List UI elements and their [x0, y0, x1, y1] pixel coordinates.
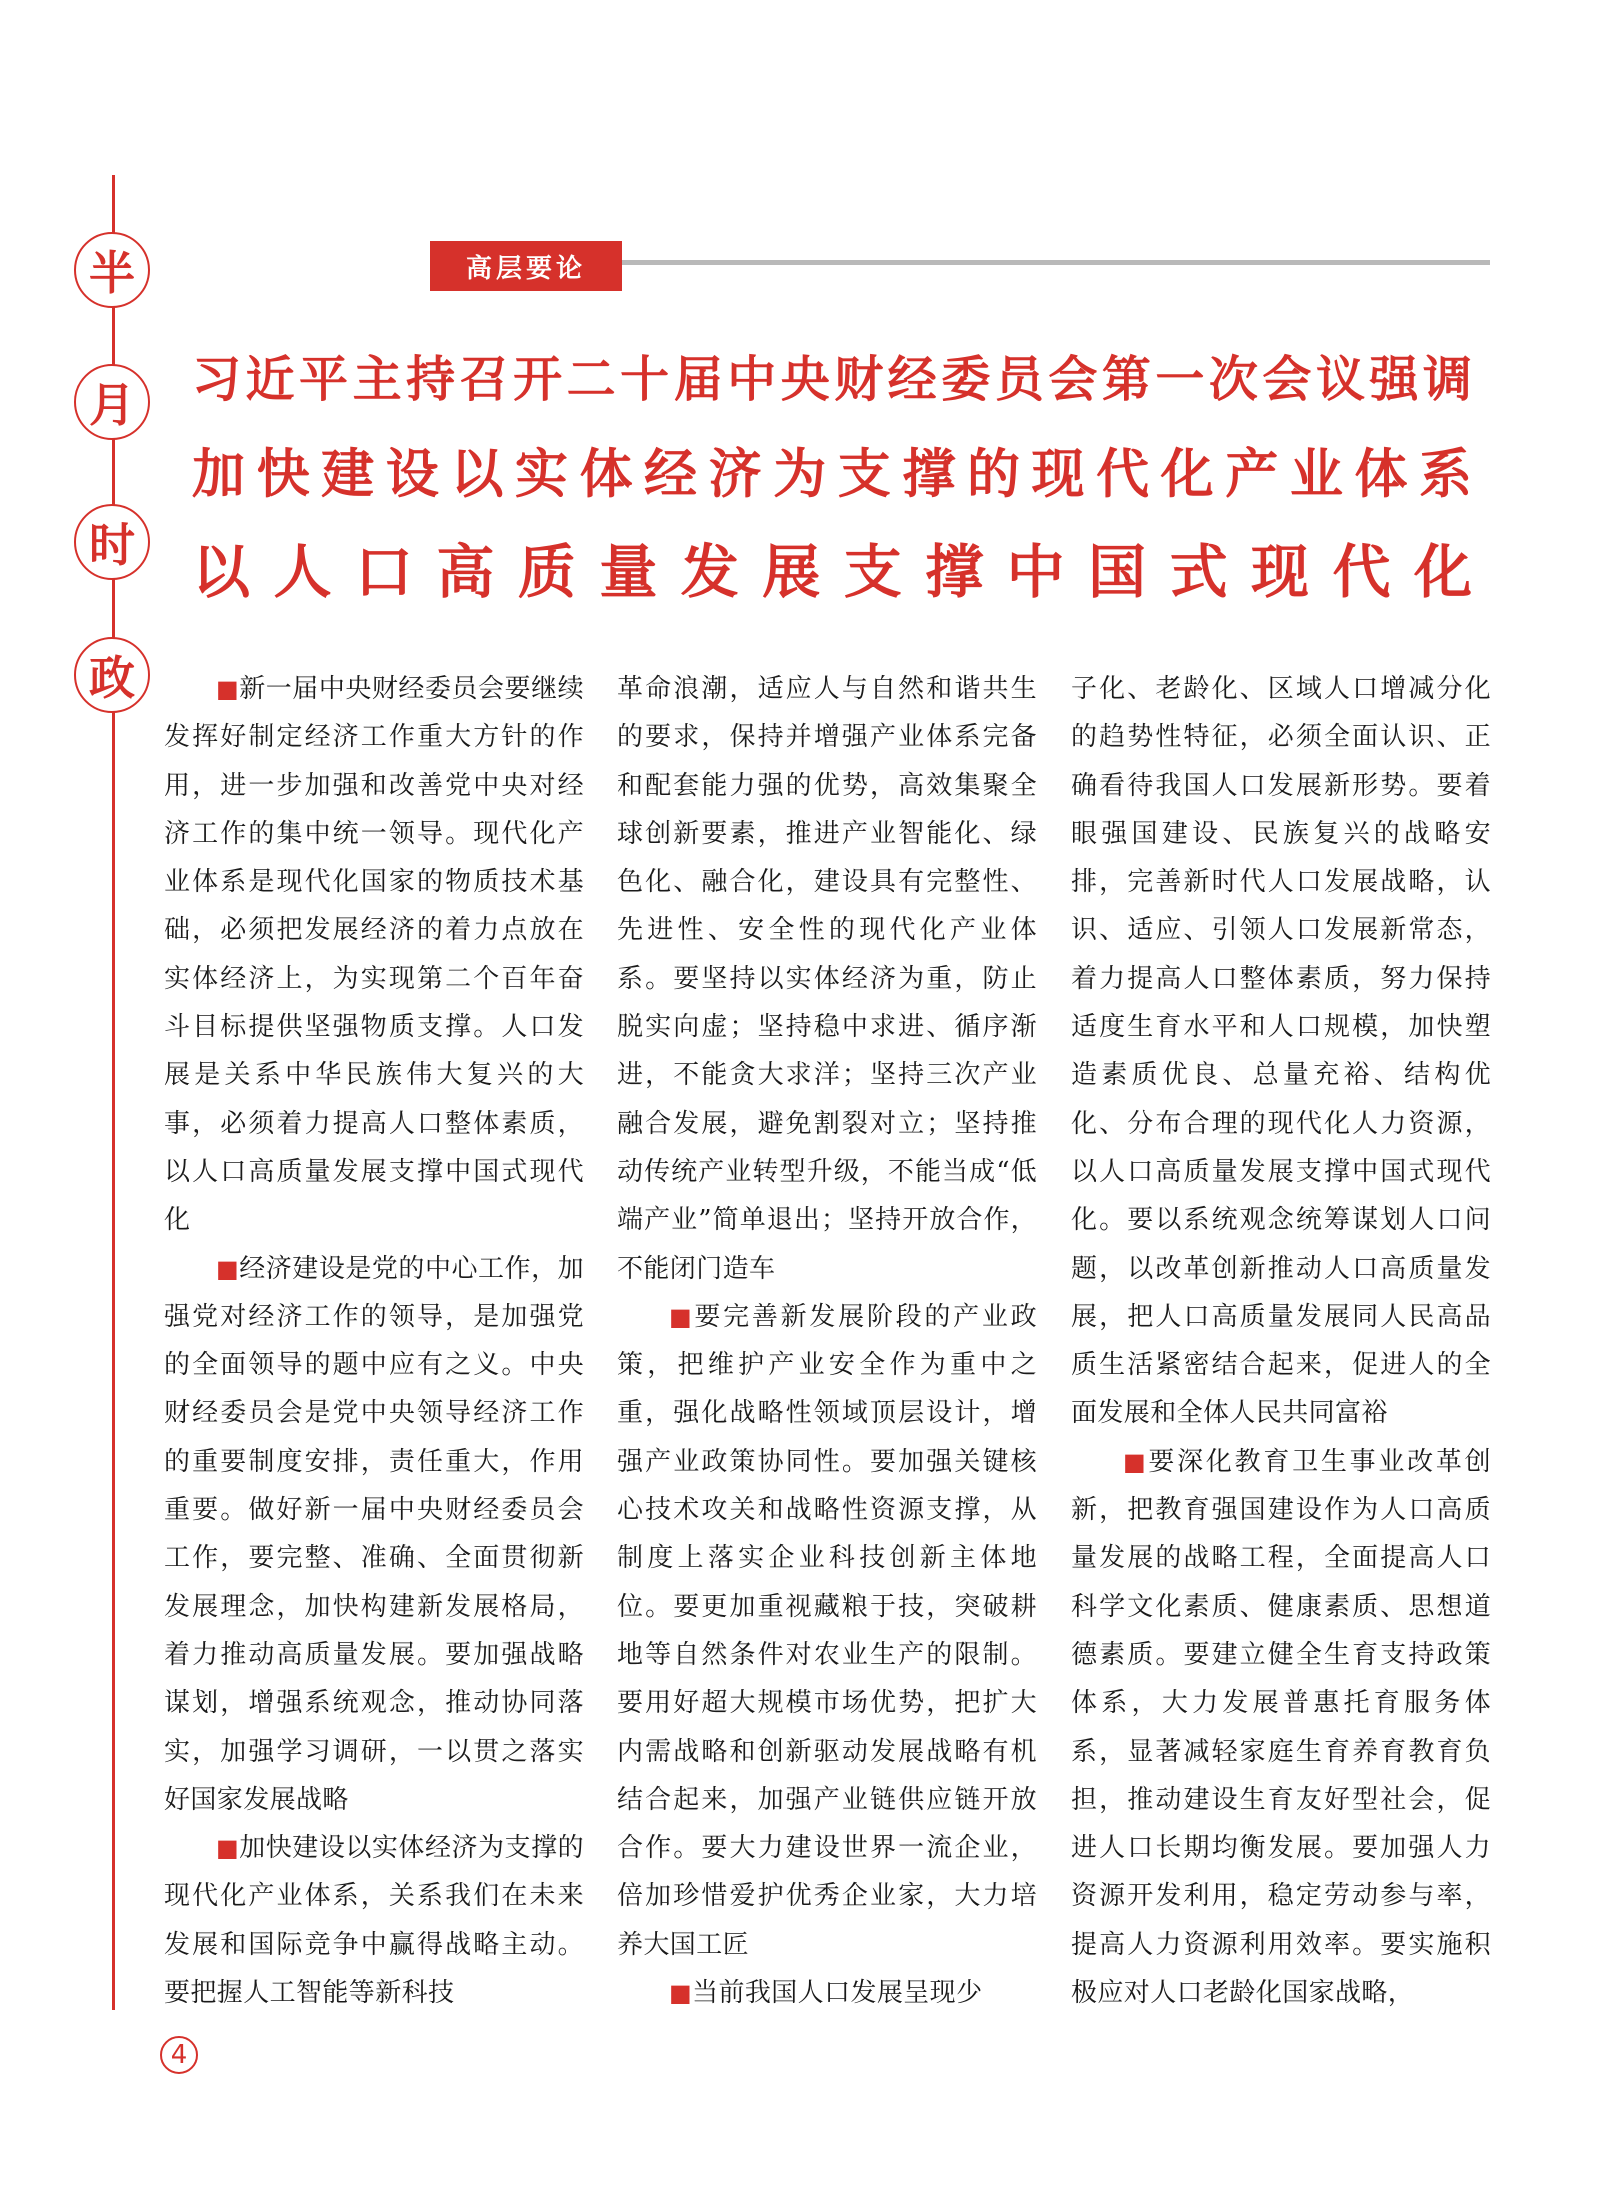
page-number: 4 — [160, 2036, 198, 2074]
paragraph-text: 子化、老龄化、区域人口增减分化的趋势性特征，必须全面认识、正确看待我国人口发展新形势。要着眼强国建设、民族复兴的战略安排，完善新时代人口发展战略，认识、适应、引领人口发展新常态，着力提高人口整体素质，努力保持适度生育水平和人口规模，加快塑造素质优良、总量充裕、结构优化、分布合理的现代化人力资源，以人口高质量发展支撑中国式现代化。要以系统观念统筹谋划人口问题，以改革创新推动人口高质量发展，把人口高质量发展同人民高品质生活紧密结合起来，促进人的全面发展和全体人民共同富裕 — [1071, 674, 1491, 1429]
headline-line-3: 以人口高质量发展支撑中国式现代化 — [192, 538, 1472, 606]
square-bullet-icon: ■ — [669, 1979, 693, 2008]
square-bullet-icon: ■ — [216, 1254, 240, 1283]
article-column-3 — [1071, 665, 1491, 2017]
paragraph — [164, 1824, 584, 2017]
paragraph-text: 经济建设是党的中心工作，加强党对经济工作的领导，是加强党的全面领导的题中应有之义。中央财经委员会是党中央领导经济工作的重要制度安排，责任重大，作用重要。做好新一届中央财经委员会工作，要完整、准确、全面贯彻新发展理念，加快构建新发展格局，着力推动高质量发展。要加强战略谋划，增强系统观念，推动协同落实，加强学习调研，一以贯之落实好国家发展战略 — [164, 1253, 585, 1815]
paragraph — [617, 1293, 1037, 1969]
square-bullet-icon: ■ — [216, 1834, 240, 1863]
paragraph-text: 革命浪潮，适应人与自然和谐共生的要求，保持并增强产业体系完备和配套能力强的优势，高效集聚全球创新要素，推进产业智能化、绿色化、融合化，建设具有完整性、先进性、安全性的现代化产业体系。要坚持以实体经济为重，防止脱实向虚；坚持稳中求进、循序渐进，不能贪大求洋；坚持三次产业融合发展，避免割裂对立；坚持推动传统产业转型升级，不能当成“低端产业”简单退出；坚持开放合作，不能闭门造车 — [617, 674, 1037, 1284]
paragraph-text: 新一届中央财经委员会要继续发挥好制定经济工作重大方针的作用，进一步加强和改善党中央对经济工作的集中统一领导。现代化产业体系是现代化国家的物质技术基础，必须把发展经济的着力点放在实体经济上，为实现第二个百年奋斗目标提供坚强物质支撑。人口发展是关系中华民族伟大复兴的大事，必须着力提高人口整体素质，以人口高质量发展支撑中国式现代化 — [164, 674, 585, 1236]
sidebar-rule — [112, 175, 115, 2010]
square-bullet-icon: ■ — [669, 1302, 695, 1331]
paragraph — [1071, 665, 1491, 1438]
sidebar-char-zheng: 政 — [74, 637, 150, 713]
paragraph — [617, 665, 1037, 1293]
sidebar-char-shi: 时 — [74, 504, 150, 580]
headline-line-1: 习近平主持召开二十届中央财经委员会第一次会议强调 — [192, 351, 1472, 408]
sidebar-char-yue: 月 — [74, 364, 150, 440]
paragraph — [1071, 1438, 1491, 2018]
section-tag: 高层要论 — [430, 241, 622, 291]
paragraph — [164, 1245, 584, 1825]
headline-line-2: 加快建设以实体经济为支撑的现代化产业体系 — [192, 444, 1472, 505]
square-bullet-icon: ■ — [1123, 1447, 1149, 1476]
article-column-2 — [617, 665, 1037, 2017]
paragraph-text: 要深化教育卫生事业改革创新，把教育强国建设作为人口高质量发展的战略工程，全面提高人口科学文化素质、健康素质、思想道德素质。要建立健全生育支持政策体系，大力发展普惠托育服务体系，显著减轻家庭生育养育教育负担，推动建设生育友好型社会，促进人口长期均衡发展。要加强人力资源开发利用，稳定劳动参与率，提高人力资源利用效率。要实施积极应对人口老龄化国家战略， — [1071, 1446, 1491, 2009]
paragraph-text: 要完善新发展阶段的产业政策，把维护产业安全作为重中之重，强化战略性领域顶层设计，增强产业政策协同性。要加强关键核心技术攻关和战略性资源支撑，从制度上落实企业科技创新主体地位。要更加重视藏粮于技，突破耕地等自然条件对农业生产的限制。要用好超大规模市场优势，把扩大内需战略和创新驱动发展战略有机结合起来，加强产业链供应链开放合作。要大力建设世界一流企业，倍加珍惜爱护优秀企业家，大力培养大国工匠 — [617, 1301, 1037, 1960]
paragraph-text: 加快建设以实体经济为支撑的现代化产业体系，关系我们在未来发展和国际竞争中赢得战略主动。要把握人工智能等新科技 — [164, 1833, 585, 2009]
section-divider — [622, 260, 1490, 265]
paragraph-text: 当前我国人口发展呈现少 — [692, 1978, 983, 2009]
paragraph — [164, 665, 584, 1245]
square-bullet-icon: ■ — [216, 675, 240, 703]
article-column-1 — [164, 665, 584, 2017]
sidebar-char-ban: 半 — [74, 232, 150, 308]
paragraph — [617, 1969, 1037, 2017]
